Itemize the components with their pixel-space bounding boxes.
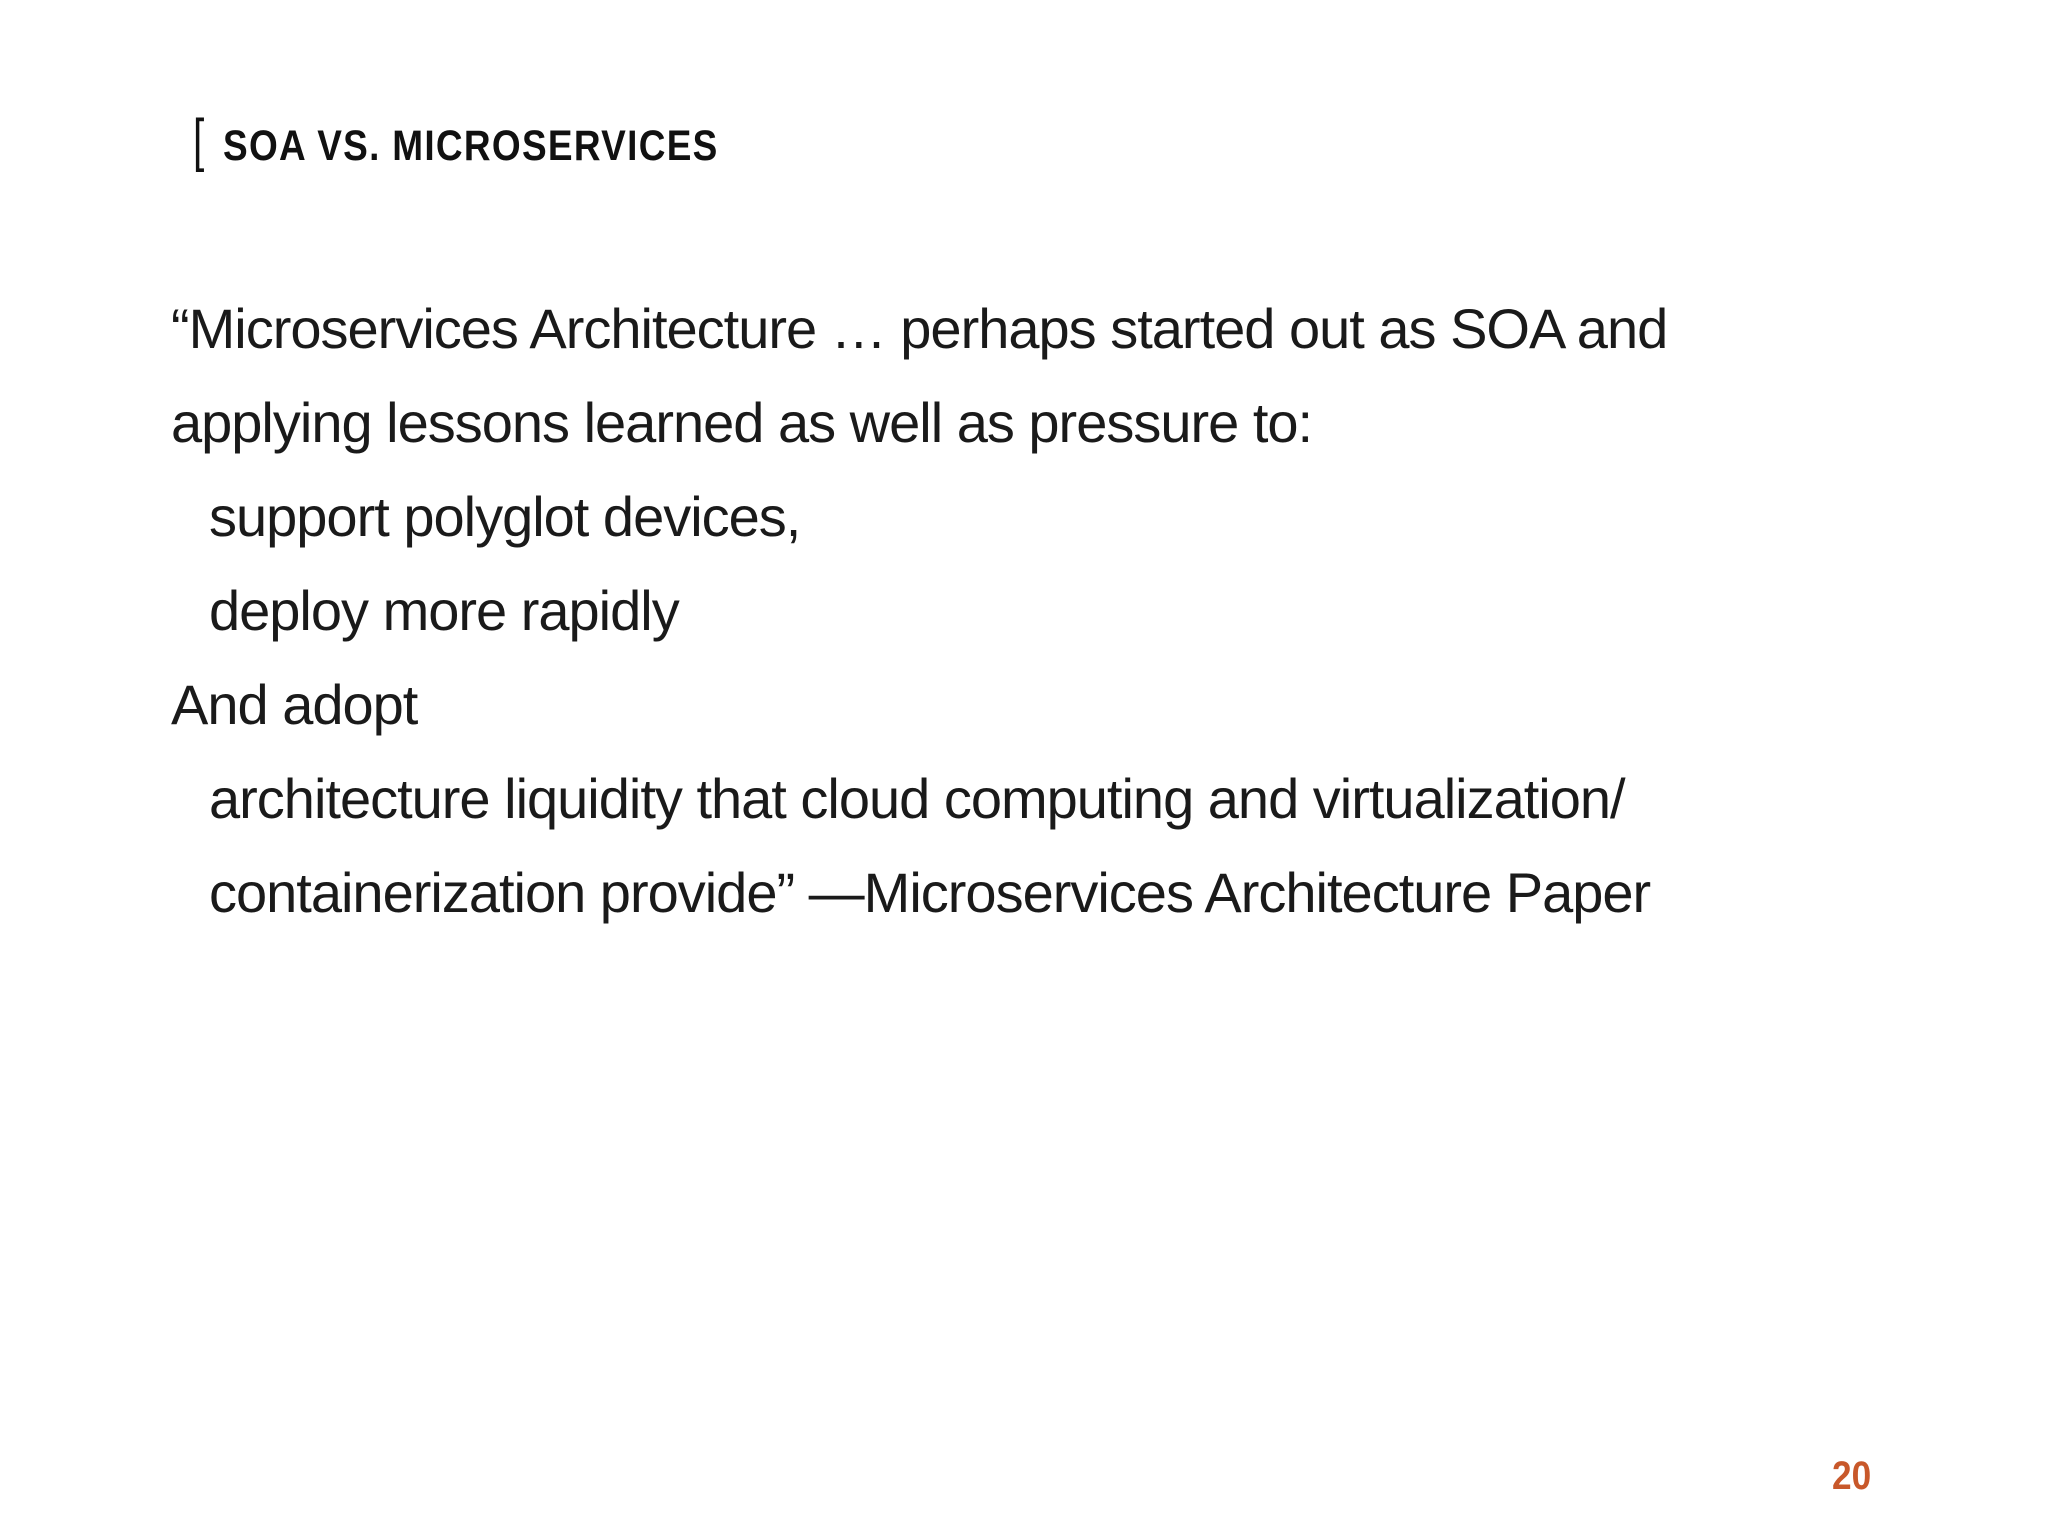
slide-title [193, 108, 799, 173]
page-number: 20 [1832, 1454, 1872, 1498]
quote-subline: support polyglot devices, [209, 485, 801, 548]
quote-subline: containerization provide” —Microservices Architecture Paper [209, 861, 1651, 924]
quote-line: applying lessons learned as well as pressure to: [171, 391, 1313, 454]
quote-line: “Microservices Architecture … perhaps started out as SOA and [171, 297, 1668, 360]
title-text: SOA VS. MICROSERVICES [223, 122, 719, 170]
quote-subline: architecture liquidity that cloud computing and virtualization/ [209, 767, 1625, 830]
title-bracket: [ [193, 108, 205, 173]
quote-line: And adopt [171, 673, 418, 736]
quote-subline: deploy more rapidly [209, 579, 679, 642]
quote-body [171, 282, 1971, 940]
